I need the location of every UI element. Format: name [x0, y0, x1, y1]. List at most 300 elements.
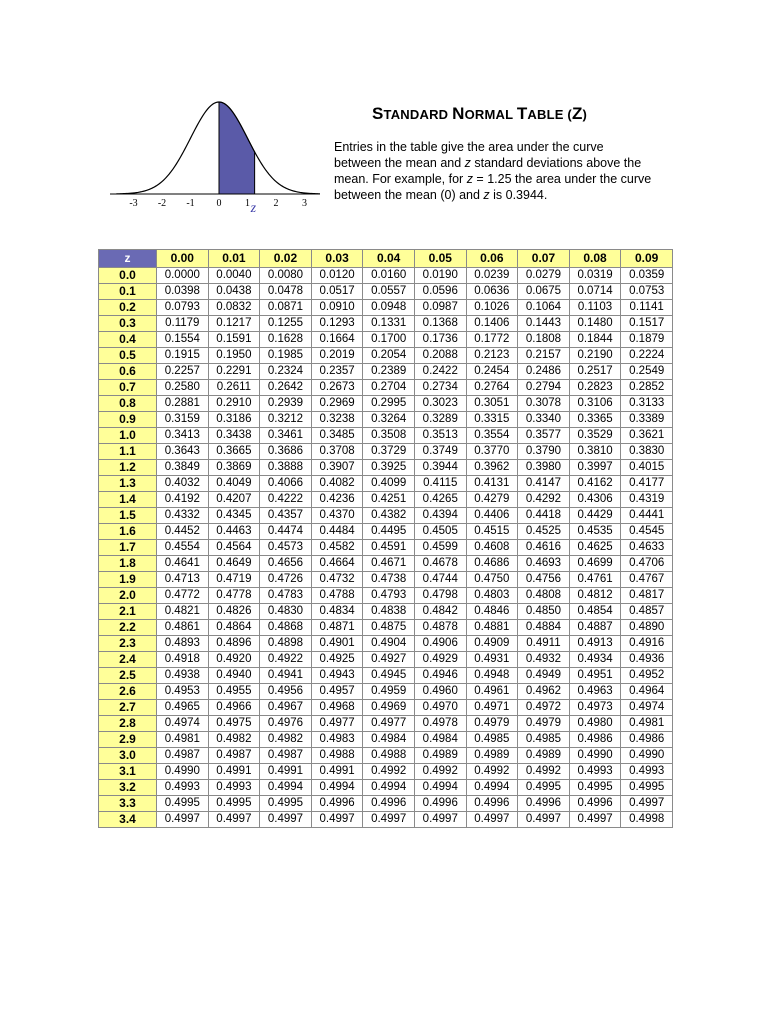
- table-cell: 0.4940: [208, 668, 260, 684]
- table-cell: 0.3023: [414, 396, 466, 412]
- table-cell: 0.4931: [466, 652, 518, 668]
- table-cell: 0.4793: [363, 588, 415, 604]
- table-cell: 0.2257: [157, 364, 209, 380]
- table-cell: 0.4981: [621, 716, 673, 732]
- table-cell: 0.4987: [157, 748, 209, 764]
- table-cell: 0.4973: [569, 700, 621, 716]
- table-cell: 0.4979: [518, 716, 570, 732]
- table-cell: 0.4991: [208, 764, 260, 780]
- row-header: 2.7: [99, 700, 157, 716]
- table-cell: 0.4898: [260, 636, 312, 652]
- table-cell: 0.3643: [157, 444, 209, 460]
- table-cell: 0.4985: [518, 732, 570, 748]
- table-cell: 0.3159: [157, 412, 209, 428]
- table-cell: 0.3186: [208, 412, 260, 428]
- table-cell: 0.3513: [414, 428, 466, 444]
- table-cell: 0.2054: [363, 348, 415, 364]
- row-header: 1.2: [99, 460, 157, 476]
- row-header: 3.1: [99, 764, 157, 780]
- table-row: [99, 364, 673, 380]
- table-row: [99, 332, 673, 348]
- table-row: [99, 268, 673, 284]
- table-cell: 0.3980: [518, 460, 570, 476]
- table-cell: 0.4382: [363, 508, 415, 524]
- row-header: 1.0: [99, 428, 157, 444]
- table-cell: 0.2291: [208, 364, 260, 380]
- column-header: 0.08: [569, 250, 621, 268]
- axis-tick-label: -1: [186, 198, 195, 209]
- table-cell: 0.4265: [414, 492, 466, 508]
- table-cell: 0.2324: [260, 364, 312, 380]
- row-header: 1.5: [99, 508, 157, 524]
- table-cell: 0.4671: [363, 556, 415, 572]
- table-cell: 0.2157: [518, 348, 570, 364]
- table-cell: 0.4591: [363, 540, 415, 556]
- table-cell: 0.4990: [157, 764, 209, 780]
- table-cell: 0.3997: [569, 460, 621, 476]
- table-cell: 0.4535: [569, 524, 621, 540]
- table-cell: 0.4906: [414, 636, 466, 652]
- table-cell: 0.4345: [208, 508, 260, 524]
- table-cell: 0.4909: [466, 636, 518, 652]
- table-cell: 0.4868: [260, 620, 312, 636]
- row-header: 1.6: [99, 524, 157, 540]
- table-cell: 0.4370: [311, 508, 363, 524]
- table-cell: 0.4995: [621, 780, 673, 796]
- table-cell: 0.4995: [208, 796, 260, 812]
- table-cell: 0.4207: [208, 492, 260, 508]
- table-cell: 0.2764: [466, 380, 518, 396]
- table-cell: 0.2389: [363, 364, 415, 380]
- table-cell: 0.4989: [518, 748, 570, 764]
- axis-tick-label: -3: [129, 198, 138, 209]
- table-cell: 0.4783: [260, 588, 312, 604]
- table-cell: 0.4964: [621, 684, 673, 700]
- table-row: [99, 684, 673, 700]
- table-row: [99, 460, 673, 476]
- table-row: [99, 428, 673, 444]
- axis-tick-label: -2: [157, 198, 167, 209]
- table-cell: 0.1844: [569, 332, 621, 348]
- table-cell: 0.4938: [157, 668, 209, 684]
- table-cell: 0.4664: [311, 556, 363, 572]
- table-cell: 0.4974: [621, 700, 673, 716]
- table-cell: 0.2549: [621, 364, 673, 380]
- table-cell: 0.4778: [208, 588, 260, 604]
- table-cell: 0.2486: [518, 364, 570, 380]
- table-cell: 0.0279: [518, 268, 570, 284]
- table-cell: 0.4970: [414, 700, 466, 716]
- table-cell: 0.4996: [363, 796, 415, 812]
- table-cell: 0.4968: [311, 700, 363, 716]
- table-cell: 0.4177: [621, 476, 673, 492]
- table-row: [99, 700, 673, 716]
- bell-curve: [116, 102, 320, 194]
- table-cell: 0.4878: [414, 620, 466, 636]
- table-cell: 0.4756: [518, 572, 570, 588]
- table-cell: 0.4834: [311, 604, 363, 620]
- table-cell: 0.4997: [311, 812, 363, 828]
- table-cell: 0.4951: [569, 668, 621, 684]
- table-cell: 0.0987: [414, 300, 466, 316]
- table-cell: 0.2910: [208, 396, 260, 412]
- table-cell: 0.4625: [569, 540, 621, 556]
- row-header: 0.1: [99, 284, 157, 300]
- row-header: 1.8: [99, 556, 157, 572]
- table-cell: 0.1331: [363, 316, 415, 332]
- table-cell: 0.2123: [466, 348, 518, 364]
- table-cell: 0.3413: [157, 428, 209, 444]
- table-cell: 0.4991: [260, 764, 312, 780]
- table-cell: 0.1628: [260, 332, 312, 348]
- table-cell: 0.4032: [157, 476, 209, 492]
- table-cell: 0.1141: [621, 300, 673, 316]
- table-cell: 0.3962: [466, 460, 518, 476]
- table-cell: 0.4992: [363, 764, 415, 780]
- table-cell: 0.3810: [569, 444, 621, 460]
- table-cell: 0.4015: [621, 460, 673, 476]
- axis-ticks: [129, 198, 307, 209]
- table-row: [99, 396, 673, 412]
- table-cell: 0.4986: [621, 732, 673, 748]
- table-cell: 0.4992: [466, 764, 518, 780]
- table-row: [99, 588, 673, 604]
- table-cell: 0.0753: [621, 284, 673, 300]
- table-cell: 0.2611: [208, 380, 260, 396]
- table-cell: 0.1985: [260, 348, 312, 364]
- table-cell: 0.4861: [157, 620, 209, 636]
- table-cell: 0.4394: [414, 508, 466, 524]
- table-cell: 0.4545: [621, 524, 673, 540]
- normal-curve-figure: [110, 95, 320, 220]
- table-cell: 0.4993: [208, 780, 260, 796]
- table-cell: 0.4983: [311, 732, 363, 748]
- table-cell: 0.4989: [466, 748, 518, 764]
- table-cell: 0.2190: [569, 348, 621, 364]
- table-cell: 0.4788: [311, 588, 363, 604]
- table-cell: 0.4941: [260, 668, 312, 684]
- table-cell: 0.0239: [466, 268, 518, 284]
- table-cell: 0.4974: [157, 716, 209, 732]
- table-cell: 0.4706: [621, 556, 673, 572]
- table-cell: 0.2823: [569, 380, 621, 396]
- table-cell: 0.4881: [466, 620, 518, 636]
- table-cell: 0.4987: [208, 748, 260, 764]
- table-row: [99, 316, 673, 332]
- table-cell: 0.0636: [466, 284, 518, 300]
- corner-header: z: [99, 250, 157, 268]
- table-cell: 0.4656: [260, 556, 312, 572]
- table-cell: 0.3708: [311, 444, 363, 460]
- table-cell: 0.3849: [157, 460, 209, 476]
- table-cell: 0.4599: [414, 540, 466, 556]
- column-header: 0.06: [466, 250, 518, 268]
- table-cell: 0.4972: [518, 700, 570, 716]
- table-cell: 0.4857: [621, 604, 673, 620]
- table-cell: 0.4916: [621, 636, 673, 652]
- row-header: 1.7: [99, 540, 157, 556]
- table-cell: 0.4948: [466, 668, 518, 684]
- table-cell: 0.4719: [208, 572, 260, 588]
- row-header: 0.0: [99, 268, 157, 284]
- table-cell: 0.4505: [414, 524, 466, 540]
- table-cell: 0.4997: [260, 812, 312, 828]
- table-cell: 0.4980: [569, 716, 621, 732]
- table-cell: 0.1879: [621, 332, 673, 348]
- table-cell: 0.4966: [208, 700, 260, 716]
- axis-tick-label: 1: [245, 198, 250, 209]
- table-cell: 0.2422: [414, 364, 466, 380]
- row-header: 1.1: [99, 444, 157, 460]
- table-cell: 0.4969: [363, 700, 415, 716]
- table-cell: 0.4986: [569, 732, 621, 748]
- table-cell: 0.4871: [311, 620, 363, 636]
- table-cell: 0.4049: [208, 476, 260, 492]
- table-cell: 0.0160: [363, 268, 415, 284]
- table-row: [99, 652, 673, 668]
- table-cell: 0.3238: [311, 412, 363, 428]
- table-cell: 0.4963: [569, 684, 621, 700]
- row-header: 3.2: [99, 780, 157, 796]
- table-row: [99, 796, 673, 812]
- table-cell: 0.4893: [157, 636, 209, 652]
- table-cell: 0.1217: [208, 316, 260, 332]
- table-cell: 0.3529: [569, 428, 621, 444]
- table-cell: 0.4418: [518, 508, 570, 524]
- table-cell: 0.4995: [518, 780, 570, 796]
- table-cell: 0.3925: [363, 460, 415, 476]
- row-header: 0.7: [99, 380, 157, 396]
- table-cell: 0.4967: [260, 700, 312, 716]
- table-cell: 0.4236: [311, 492, 363, 508]
- table-cell: 0.3686: [260, 444, 312, 460]
- row-header: 2.1: [99, 604, 157, 620]
- row-header: 0.4: [99, 332, 157, 348]
- table-cell: 0.4934: [569, 652, 621, 668]
- table-cell: 0.3133: [621, 396, 673, 412]
- table-cell: 0.4945: [363, 668, 415, 684]
- table-cell: 0.2019: [311, 348, 363, 364]
- table-cell: 0.4962: [518, 684, 570, 700]
- column-header: 0.07: [518, 250, 570, 268]
- column-header: 0.09: [621, 250, 673, 268]
- table-row: [99, 716, 673, 732]
- table-cell: 0.3508: [363, 428, 415, 444]
- table-cell: 0.2852: [621, 380, 673, 396]
- row-header: 2.8: [99, 716, 157, 732]
- table-row: [99, 524, 673, 540]
- table-cell: 0.4099: [363, 476, 415, 492]
- table-cell: 0.4901: [311, 636, 363, 652]
- table-cell: 0.3340: [518, 412, 570, 428]
- table-cell: 0.2517: [569, 364, 621, 380]
- table-cell: 0.1664: [311, 332, 363, 348]
- table-cell: 0.4890: [621, 620, 673, 636]
- table-row: [99, 444, 673, 460]
- table-cell: 0.1103: [569, 300, 621, 316]
- table-row: [99, 572, 673, 588]
- table-cell: 0.4357: [260, 508, 312, 524]
- table-cell: 0.2794: [518, 380, 570, 396]
- table-cell: 0.4994: [414, 780, 466, 796]
- table-cell: 0.4525: [518, 524, 570, 540]
- page-title: STANDARD NORMAL TABLE (Z): [372, 104, 588, 123]
- column-header: 0.02: [260, 250, 312, 268]
- row-header: 0.6: [99, 364, 157, 380]
- table-cell: 0.4929: [414, 652, 466, 668]
- table-cell: 0.4997: [518, 812, 570, 828]
- table-row: [99, 556, 673, 572]
- table-cell: 0.4850: [518, 604, 570, 620]
- table-cell: 0.4732: [311, 572, 363, 588]
- table-cell: 0.4988: [311, 748, 363, 764]
- table-cell: 0.4803: [466, 588, 518, 604]
- table-cell: 0.3289: [414, 412, 466, 428]
- row-header: 1.3: [99, 476, 157, 492]
- table-cell: 0.4996: [569, 796, 621, 812]
- table-cell: 0.4996: [311, 796, 363, 812]
- table-cell: 0.2580: [157, 380, 209, 396]
- table-cell: 0.4854: [569, 604, 621, 620]
- table-cell: 0.4082: [311, 476, 363, 492]
- table-cell: 0.4649: [208, 556, 260, 572]
- table-row: [99, 300, 673, 316]
- table-cell: 0.4738: [363, 572, 415, 588]
- table-cell: 0.4192: [157, 492, 209, 508]
- table-cell: 0.4699: [569, 556, 621, 572]
- table-cell: 0.4808: [518, 588, 570, 604]
- table-cell: 0.1517: [621, 316, 673, 332]
- row-header: 0.5: [99, 348, 157, 364]
- table-cell: 0.4750: [466, 572, 518, 588]
- table-cell: 0.0714: [569, 284, 621, 300]
- table-cell: 0.4693: [518, 556, 570, 572]
- table-cell: 0.4817: [621, 588, 673, 604]
- table-cell: 0.4429: [569, 508, 621, 524]
- table-cell: 0.4251: [363, 492, 415, 508]
- table-cell: 0.1808: [518, 332, 570, 348]
- table-cell: 0.1443: [518, 316, 570, 332]
- table-cell: 0.4713: [157, 572, 209, 588]
- table-row: [99, 380, 673, 396]
- axis-tick-label: 0: [216, 198, 222, 209]
- table-cell: 0.4993: [157, 780, 209, 796]
- table-cell: 0.0948: [363, 300, 415, 316]
- table-cell: 0.4904: [363, 636, 415, 652]
- table-cell: 0.4495: [363, 524, 415, 540]
- table-cell: 0.4984: [363, 732, 415, 748]
- table-cell: 0.4767: [621, 572, 673, 588]
- table-cell: 0.4996: [518, 796, 570, 812]
- table-cell: 0.4864: [208, 620, 260, 636]
- table-cell: 0.4994: [363, 780, 415, 796]
- table-cell: 0.4946: [414, 668, 466, 684]
- table-cell: 0.4995: [569, 780, 621, 796]
- description-text: Entries in the table give the area under the curve between the mean and z standard deviations above the mean. For example, for z = 1.25 the area under the curve between the mean (0) and z is 0.3944.: [334, 140, 652, 202]
- table-cell: 0.3315: [466, 412, 518, 428]
- row-header: 1.9: [99, 572, 157, 588]
- column-header-row: [99, 250, 673, 268]
- table-cell: 0.4994: [260, 780, 312, 796]
- table-cell: 0.2734: [414, 380, 466, 396]
- table-cell: 0.4952: [621, 668, 673, 684]
- table-cell: 0.4441: [621, 508, 673, 524]
- table-cell: 0.4991: [311, 764, 363, 780]
- table-cell: 0.1026: [466, 300, 518, 316]
- row-header: 3.4: [99, 812, 157, 828]
- table-cell: 0.1255: [260, 316, 312, 332]
- table-cell: 0.4772: [157, 588, 209, 604]
- table-cell: 0.4925: [311, 652, 363, 668]
- table-cell: 0.3729: [363, 444, 415, 460]
- table-cell: 0.4913: [569, 636, 621, 652]
- table-cell: 0.4554: [157, 540, 209, 556]
- table-cell: 0.4812: [569, 588, 621, 604]
- table-cell: 0.1736: [414, 332, 466, 348]
- table-cell: 0.4985: [466, 732, 518, 748]
- table-cell: 0.4842: [414, 604, 466, 620]
- table-cell: 0.4990: [621, 748, 673, 764]
- table-cell: 0.4955: [208, 684, 260, 700]
- table-row: [99, 812, 673, 828]
- table-cell: 0.4995: [260, 796, 312, 812]
- table-cell: 0.2224: [621, 348, 673, 364]
- table-cell: 0.1406: [466, 316, 518, 332]
- table-cell: 0.0596: [414, 284, 466, 300]
- table-row: [99, 636, 673, 652]
- table-cell: 0.1480: [569, 316, 621, 332]
- table-cell: 0.4995: [157, 796, 209, 812]
- table-cell: 0.4474: [260, 524, 312, 540]
- table-row: [99, 412, 673, 428]
- table-cell: 0.4996: [414, 796, 466, 812]
- table-cell: 0.0832: [208, 300, 260, 316]
- table-row: [99, 476, 673, 492]
- table-cell: 0.4406: [466, 508, 518, 524]
- column-header: 0.03: [311, 250, 363, 268]
- table-row: [99, 668, 673, 684]
- row-header: 3.3: [99, 796, 157, 812]
- table-cell: 0.4989: [414, 748, 466, 764]
- table-cell: 0.4943: [311, 668, 363, 684]
- table-cell: 0.0120: [311, 268, 363, 284]
- table-cell: 0.4162: [569, 476, 621, 492]
- table-cell: 0.0557: [363, 284, 415, 300]
- table-cell: 0.4896: [208, 636, 260, 652]
- table-cell: 0.1554: [157, 332, 209, 348]
- table-cell: 0.4976: [260, 716, 312, 732]
- table-cell: 0.3665: [208, 444, 260, 460]
- table-cell: 0.4997: [569, 812, 621, 828]
- table-cell: 0.0359: [621, 268, 673, 284]
- table-cell: 0.4977: [311, 716, 363, 732]
- table-cell: 0.4965: [157, 700, 209, 716]
- table-cell: 0.4920: [208, 652, 260, 668]
- table-cell: 0.1591: [208, 332, 260, 348]
- table-cell: 0.4936: [621, 652, 673, 668]
- table-cell: 0.3830: [621, 444, 673, 460]
- table-cell: 0.4922: [260, 652, 312, 668]
- table-cell: 0.3888: [260, 460, 312, 476]
- table-cell: 0.3944: [414, 460, 466, 476]
- shaded-area: [219, 102, 255, 194]
- table-cell: 0.4957: [311, 684, 363, 700]
- row-header: 0.2: [99, 300, 157, 316]
- table-cell: 0.2357: [311, 364, 363, 380]
- table-cell: 0.4726: [260, 572, 312, 588]
- table-cell: 0.4798: [414, 588, 466, 604]
- table-cell: 0.2642: [260, 380, 312, 396]
